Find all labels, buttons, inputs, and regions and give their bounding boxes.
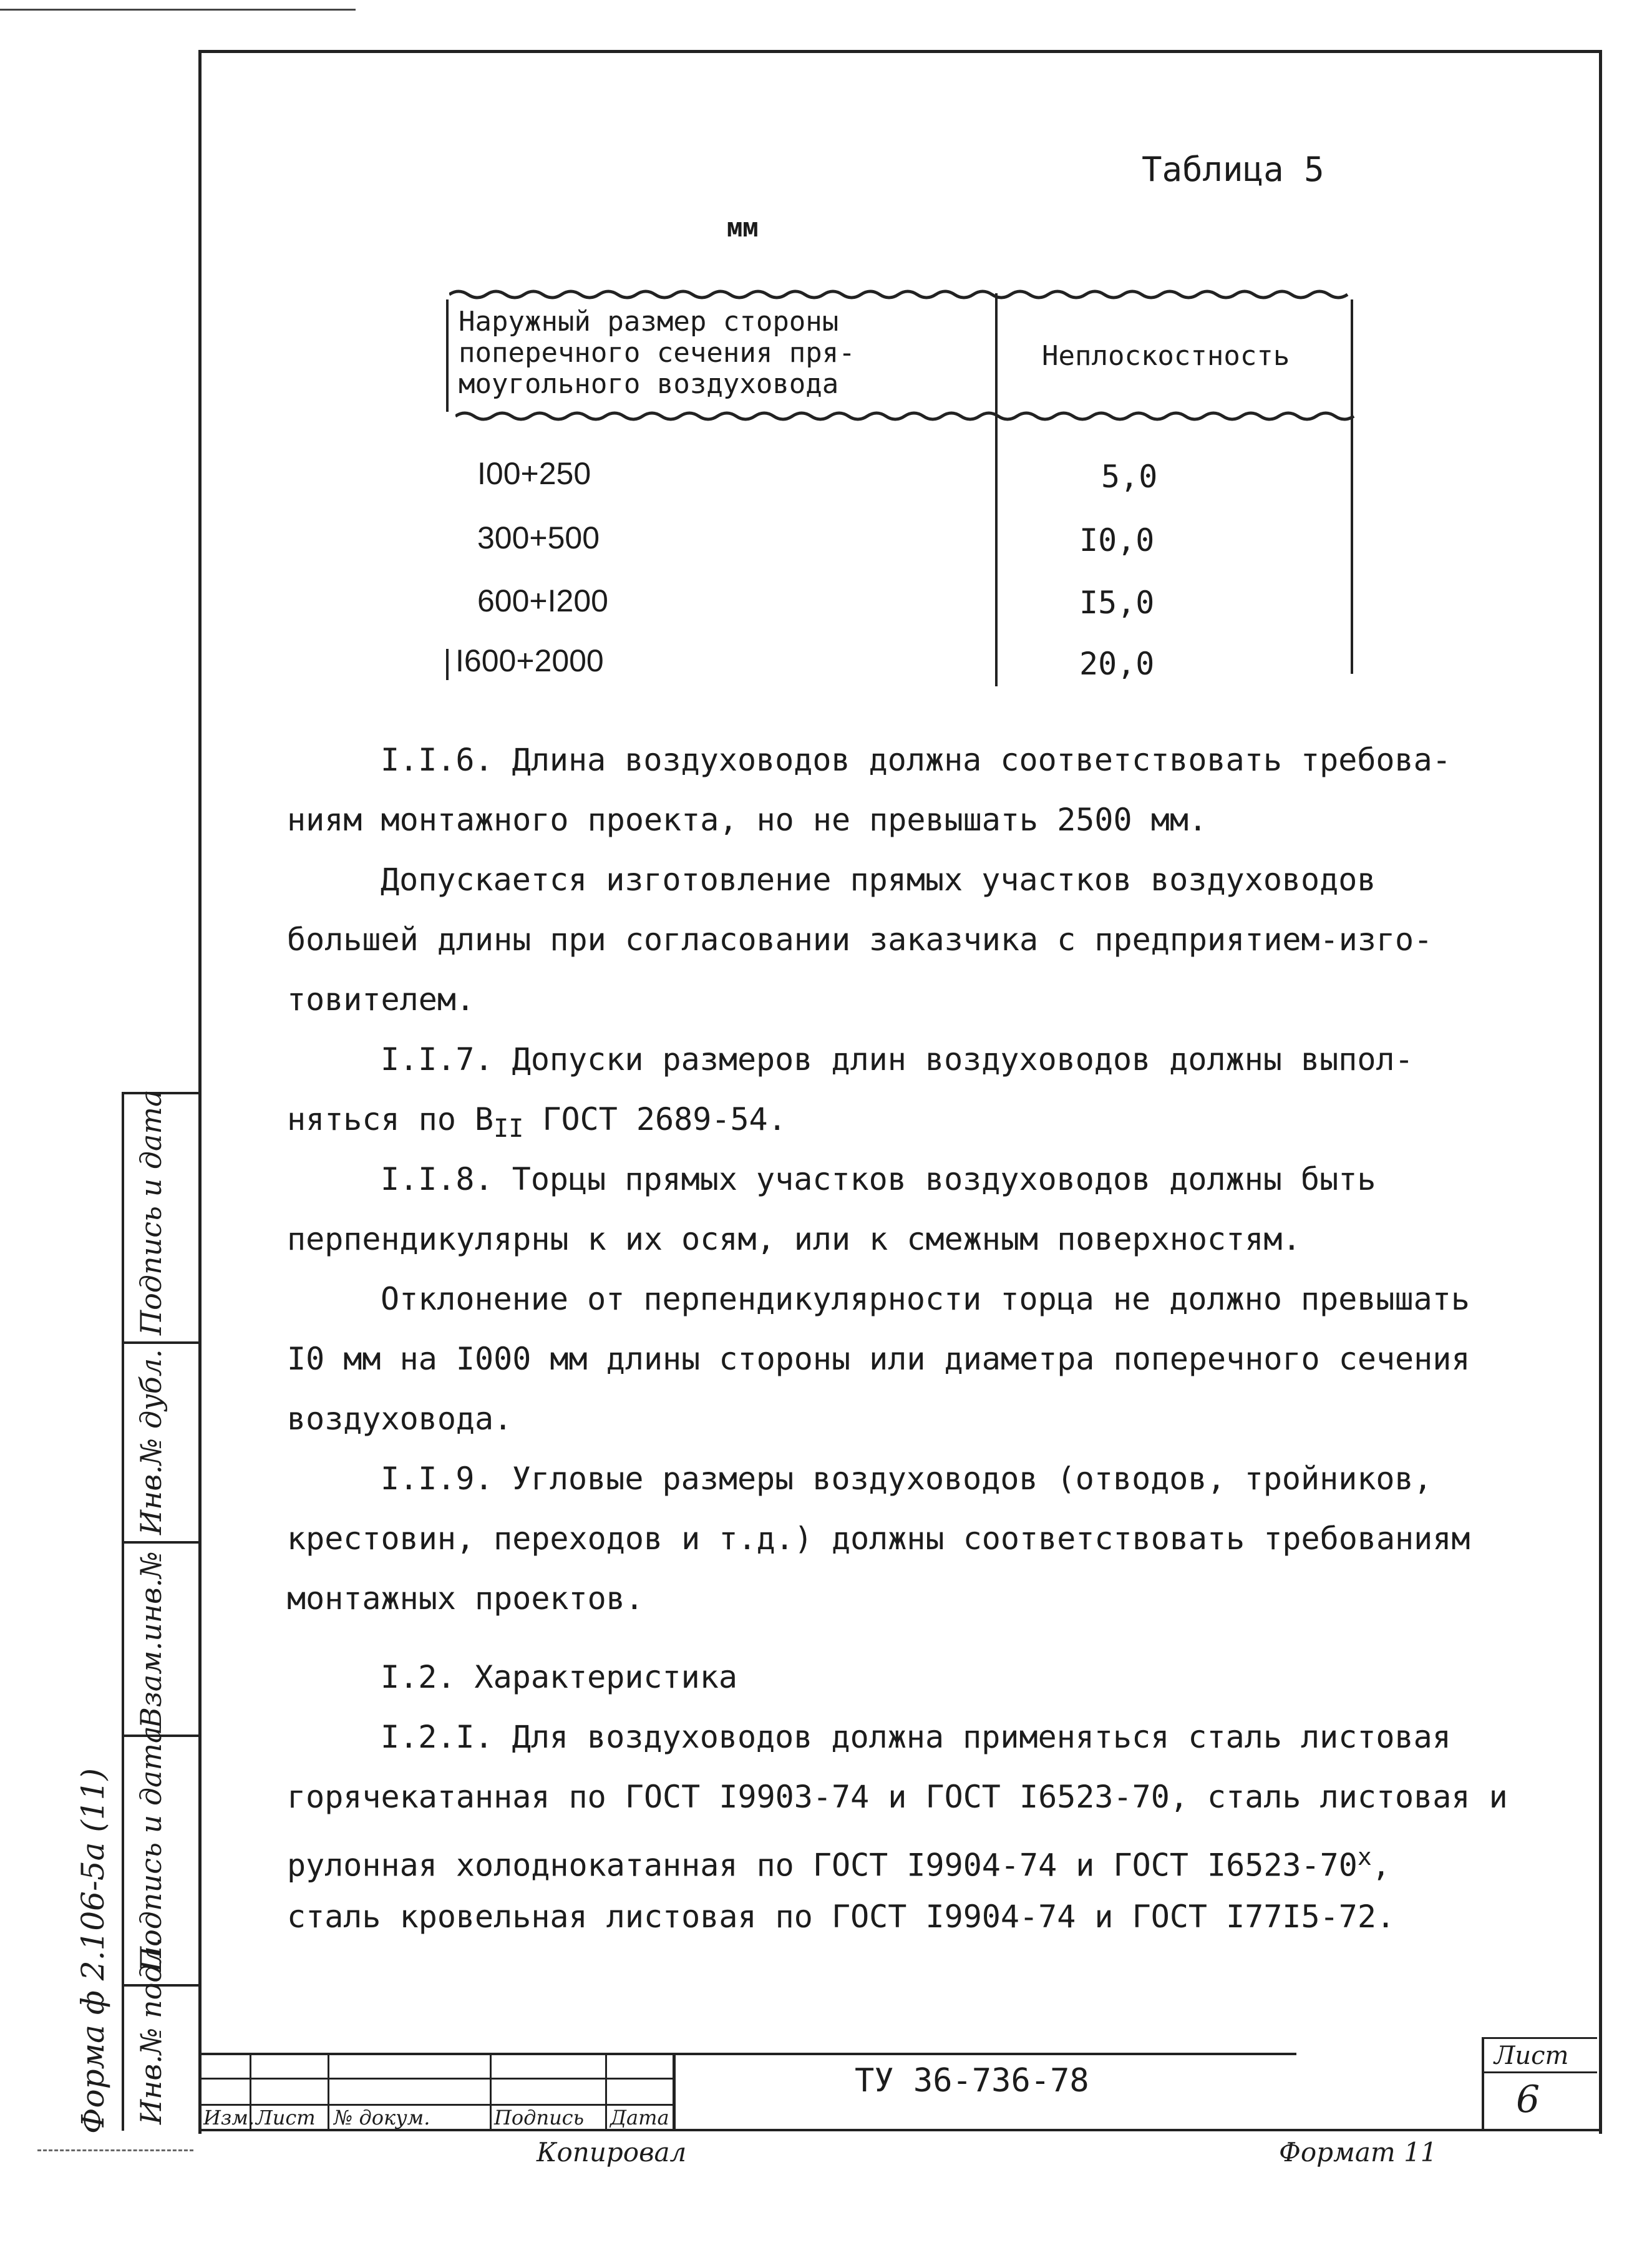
para-1-1-8-line-1: I.I.8. Торцы прямых участков воздуховодов должны быть [381, 1161, 1376, 1197]
table-unit: мм [727, 212, 759, 243]
stamp-sheet-left [1482, 2037, 1484, 2131]
margin-divider-2 [122, 1341, 198, 1344]
para-1-1-7-line-1: I.I.7. Допуски размеров длин воздуховодов должны выпол- [381, 1041, 1414, 1078]
table-row-2-value: I0,0 [1079, 522, 1155, 558]
stamp-top-line [198, 2053, 1296, 2055]
para-1-2-1-line-2: горячекатанная по ГОСТ I9903-74 и ГОСТ I6523-70, сталь листовая и [287, 1779, 1508, 1815]
table-row-3-size: 600+I200 [477, 583, 608, 618]
stamp-sheet-mid [1482, 2071, 1597, 2073]
para-allowed-line-2: большей длины при согласовании заказчика с предприятием-изго- [287, 922, 1433, 958]
header-size-line-1: Наружный размер стороны [459, 306, 839, 338]
para-1-1-9-line-2: крестовин, переходов и т.д.) должны соответствовать требованиям [287, 1521, 1470, 1557]
margin-replace-inv: Взам.инв.№ [134, 1551, 168, 1728]
para-allowed-line-3: товителем. [287, 981, 475, 1018]
stamp-label-date: Дата [610, 2106, 669, 2129]
stamp-label-signature: Подпись [494, 2106, 585, 2129]
bottom-dashes [37, 2149, 193, 2151]
margin-divider-3 [122, 1541, 198, 1544]
table-caption: Таблица 5 [1142, 150, 1324, 189]
para-1-1-7-pre: няться по В [287, 1101, 494, 1137]
para-deviation-line-3: воздуховода. [287, 1401, 513, 1437]
table-right-border [1351, 299, 1353, 674]
stamp-col-5 [673, 2053, 676, 2131]
stamp-col-2 [328, 2053, 329, 2131]
para-1-1-8-line-2: перпендикулярны к их осям, или к смежным поверхностям. [287, 1221, 1301, 1257]
para-deviation-line-1: Отклонение от перпендикулярности торца не должно превышать [381, 1281, 1470, 1317]
para-1-1-9-line-3: монтажных проектов. [287, 1580, 644, 1617]
table-row-3-value: I5,0 [1079, 585, 1155, 621]
format-label: Формат 11 [1279, 2137, 1437, 2168]
para-allowed-line-1: Допускается изготовление прямых участков воздуховодов [381, 862, 1376, 898]
stamp-label-change: Изм. [203, 2106, 255, 2129]
para-1-1-7-sub: II [493, 1114, 524, 1143]
header-flatness: Неплоскостность [1042, 340, 1290, 372]
margin-sign-date-1: Подпись и дата [134, 1726, 168, 1972]
document-code: ТУ 36-736-78 [855, 2062, 1089, 2100]
table-row-2-size: 300+500 [477, 520, 600, 555]
stamp-label-doc-no: № докум. [334, 2106, 430, 2129]
para-1-1-6-line-1: I.I.6. Длина воздуховодов должна соответствовать требова- [381, 742, 1451, 778]
para-deviation-line-2: I0 мм на I000 мм длины стороны или диаметра поперечного сечения [287, 1341, 1470, 1377]
para-1-1-9-line-1: I.I.9. Угловые размеры воздуховодов (отводов, тройников, [381, 1461, 1432, 1497]
top-rule [0, 9, 356, 11]
stamp-col-3 [490, 2053, 492, 2131]
para-1-2-1-sup: х [1357, 1843, 1372, 1871]
table-row-4-value: 20,0 [1079, 646, 1155, 682]
margin-inv-orig: Инв.№ подл. [134, 1937, 168, 2124]
table-row-1-size: I00+250 [477, 456, 591, 491]
para-1-2-1-line-3 [287, 1827, 1535, 1895]
table-row-1-value: 5,0 [1101, 459, 1158, 495]
stamp-sheet-top [1482, 2037, 1597, 2039]
form-label: Форма ф 2.106-5а (11) [75, 1768, 111, 2134]
header-size-line-3: моугольного воздуховода [459, 368, 839, 400]
stamp-row-line-1 [198, 2078, 673, 2080]
table-top-rule [449, 287, 1360, 302]
para-1-2-1-pre: рулонная холоднокатанная по ГОСТ I9904-74 и ГОСТ I6523-70 [287, 1847, 1358, 1884]
para-1-1-6-line-2: ниям монтажного проекта, но не превышать 2500 мм. [287, 802, 1208, 838]
para-1-2-1-post: , [1371, 1847, 1391, 1884]
sheet-label: Лист [1494, 2041, 1569, 2070]
para-1-1-7-post: ГОСТ 2689-54. [523, 1101, 787, 1137]
table-row-4-size: I600+2000 [455, 643, 604, 678]
table-column-divider [995, 293, 998, 686]
sheet-number: 6 [1516, 2078, 1540, 2121]
table-left-border-lower [446, 649, 449, 680]
para-1-2-1-line-4: сталь кровельная листовая по ГОСТ I9904-74 и ГОСТ I77I5-72. [287, 1899, 1396, 1935]
margin-inv-dup: Инв.№ дубл. [134, 1349, 168, 1535]
para-1-1-7-line-2 [287, 1089, 1535, 1159]
table-left-border [446, 299, 449, 412]
stamp-col-4 [605, 2053, 607, 2131]
stamp-label-sheet: Лист [256, 2106, 316, 2129]
section-heading-1-2: I.2. Характеристика [381, 1659, 737, 1695]
table-header-rule [455, 409, 1360, 424]
copied-by-label: Копировал [537, 2137, 687, 2168]
margin-sign-date-2: Подпись и дата [134, 1089, 168, 1335]
para-1-2-1-line-1: I.2.I. Для воздуховодов должна применяться сталь листовая [381, 1719, 1451, 1755]
header-size-line-2: поперечного сечения пря- [459, 337, 855, 369]
